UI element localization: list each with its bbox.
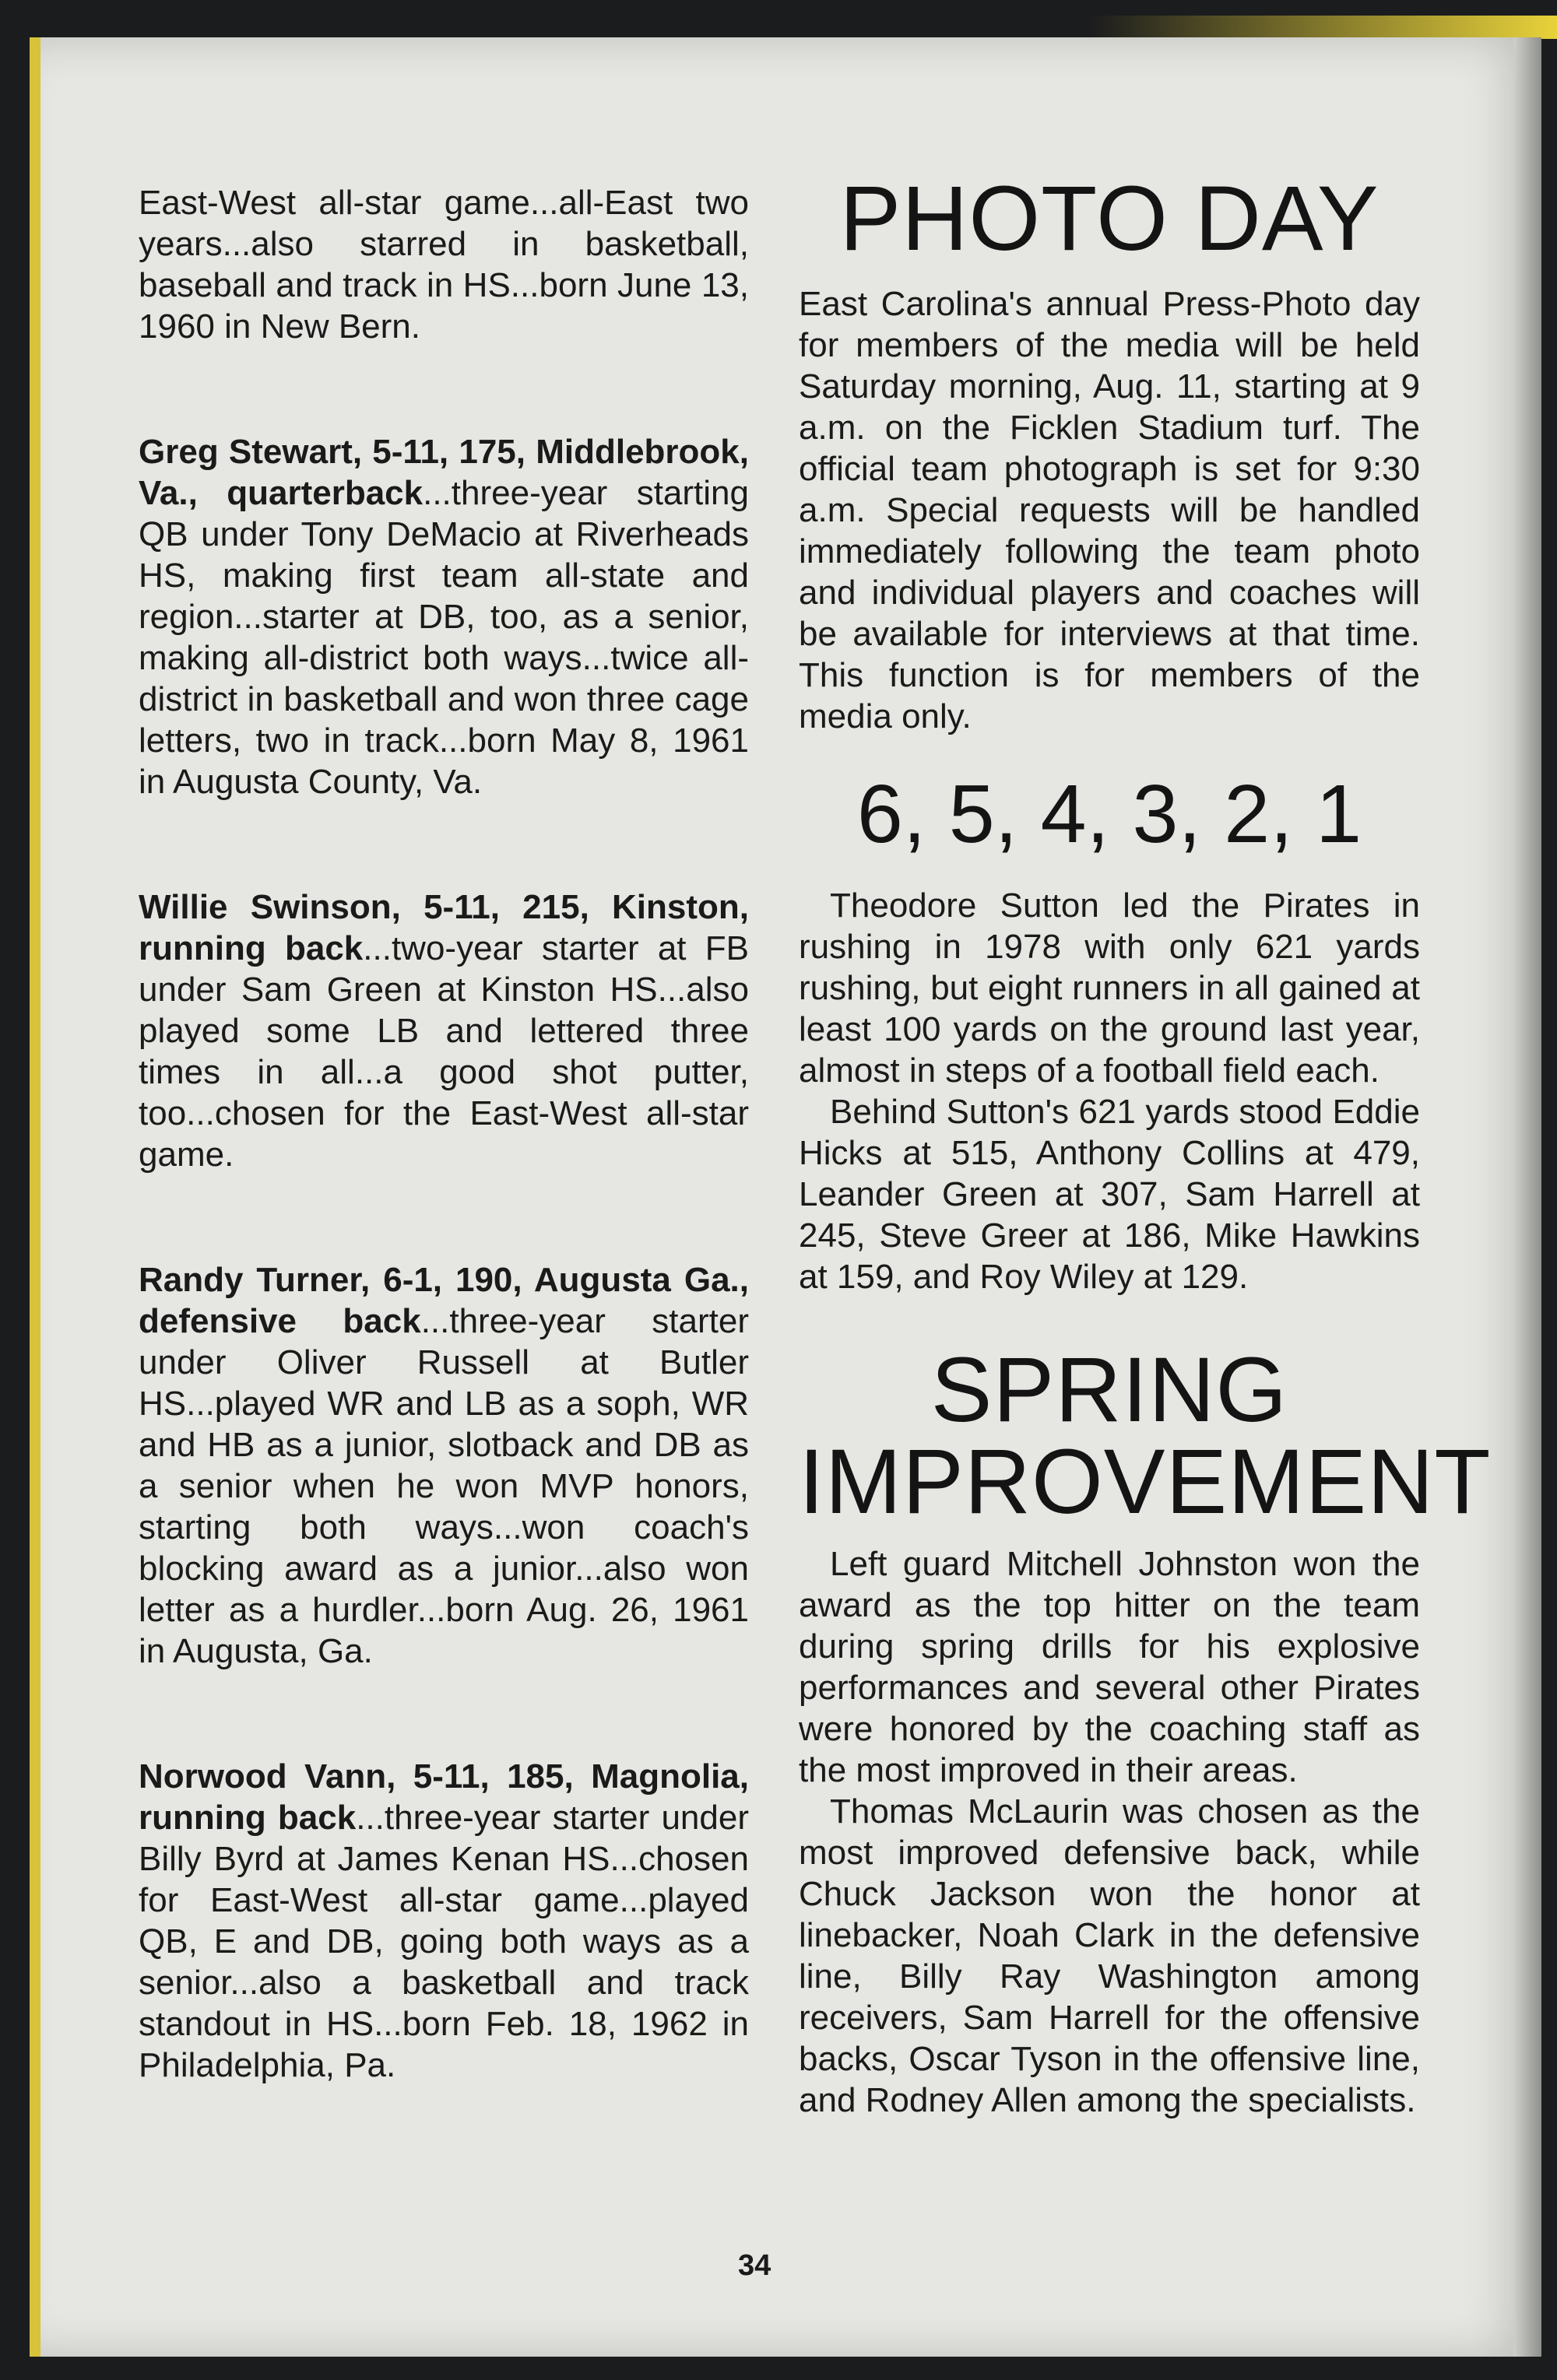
countdown-paragraph-2: Behind Sutton's 621 yards stood Eddie Hicks at 515, Anthony Collins at 479, Leander Green at 307, Sam Harrell at 245, Steve Greer at 186, Mike Hawkins at 159, and Roy Wiley at 129. [799, 1093, 1420, 1296]
top-edge-strip [1090, 16, 1557, 39]
page-edge-shadow [1513, 37, 1541, 2357]
bio-name: Greg Stewart, 5-11, 175, Middlebrook, Va., quarterback [139, 433, 749, 512]
bio-text: ...three-year starter under Billy Byrd at James Kenan HS...chosen for East-West all-star game...played QB, E and DB, going both ways as a senior...also a basketball and track standout in HS...born Feb. 18, 1962 in Philadelphia, Pa. [139, 1799, 749, 2084]
bio-text: ...three-year starting QB under Tony DeMacio at Riverheads HS, making first team all-state and region...starter at DB, too, as a senior, making all-district both ways...twice all-district in basketball and won three cage letters, two in track...born May 8, 1961 in Augusta County, Va. [139, 474, 749, 801]
photo-day-heading: PHOTO DAY [839, 167, 1380, 270]
bio-greg-stewart [139, 431, 749, 802]
bio-randy-turner [139, 1259, 749, 1672]
bio-text: ...three-year starter under Oliver Russell at Butler HS...played WR and LB as a soph, WR and HB as a junior, slotback and DB as a senior when he won MVP honors, starting both ways...won coach's blocking award as a junior...also won letter as a hurdler...born Aug. 26, 1961 in Augusta, Ga. [139, 1302, 749, 1670]
bio-willie-swinson [139, 886, 749, 1175]
right-column [799, 167, 1492, 2121]
bio-text: ...two-year starter at FB under Sam Green at Kinston HS...also played some LB and lettered three times in all...a good shot putter, too...chosen for the East-West all-star game. [139, 929, 749, 1174]
bio-name: Norwood Vann, 5-11, 185, Magnolia, running back [139, 1757, 749, 1837]
bio-norwood-vann [139, 1756, 749, 2086]
continued-bio-text: East-West all-star game...all-East two years...also starred in basketball, baseball and track in HS...born June 13, 1960 in New Bern. [139, 184, 749, 346]
countdown-paragraph-1: Theodore Sutton led the Pirates in rushing in 1978 with only 621 yards rushing, but eight runners in all gained at least 100 yards on the ground last year, almost in steps of a football field each. [799, 886, 1420, 1090]
bio-name: Randy Turner, 6-1, 190, Augusta Ga., defensive back [139, 1261, 749, 1340]
page-number: 34 [738, 2249, 771, 2282]
spring-heading-line-1: SPRING [930, 1339, 1288, 1441]
spring-paragraph-2: Thomas McLaurin was chosen as the most improved defensive back, while Chuck Jackson won the honor at linebacker, Noah Clark in the defensive line, Billy Ray Washington among receivers, Sam Harrell for the offensive backs, Oscar Tyson in the offensive line, and Rodney Allen among the specialists. [799, 1792, 1420, 2119]
countdown-heading: 6, 5, 4, 3, 2, 1 [856, 768, 1362, 860]
spring-heading-line-2: IMPROVEMENT [799, 1430, 1492, 1533]
photo-day-body: East Carolina's annual Press-Photo day for members of the media will be held Saturday morning, Aug. 11, starting at 9 a.m. on the Ficklen Stadium turf. The official team photograph is set for 9:30 a.m. Special requests will be handled immediately following the team photo and individual players and coaches will be available for interviews at that time. This function is for members of the media only. [799, 285, 1420, 735]
bio-name: Willie Swinson, 5-11, 215, Kinston, running back [139, 888, 749, 967]
left-column [139, 182, 749, 2086]
spring-paragraph-1: Left guard Mitchell Johnston won the award as the top hitter on the team during spring drills for his explosive performances and several other Pirates were honored by the coaching staff as the most improved in their areas. [799, 1545, 1420, 1789]
